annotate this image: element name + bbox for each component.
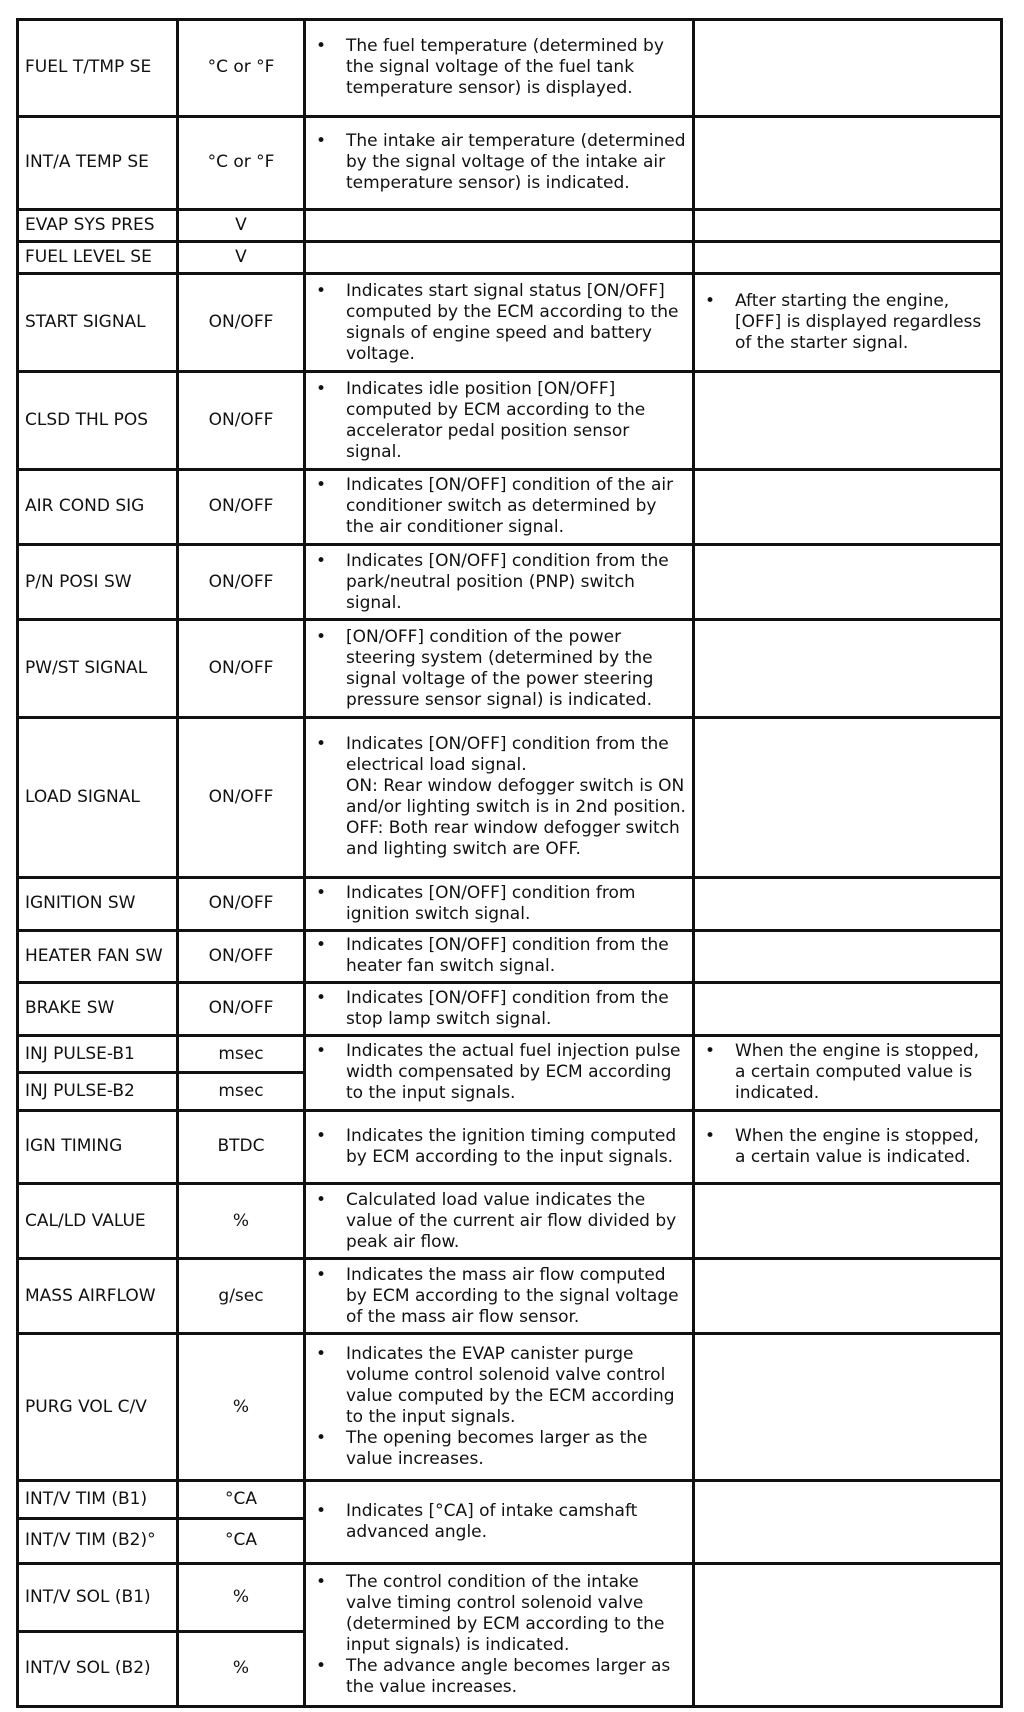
- table-row: [18, 274, 1002, 372]
- condition-list: [312, 883, 686, 925]
- condition-cell: [305, 545, 694, 620]
- condition-list-item: • Indicates [ON/OFF] condition from the stop lamp switch signal.: [312, 988, 686, 1030]
- condition-list: [312, 734, 686, 860]
- condition-list: [312, 1190, 686, 1253]
- monitor-item-unit: msec: [178, 1073, 305, 1111]
- condition-list-item: • Indicates [ON/OFF] condition from the electrical load signal. ON: Rear window defogger switch is ON and/or lighting switch is in 2nd position. OFF: Both rear window defogger switch and lighting switch are OFF.: [312, 734, 686, 860]
- table-row: [18, 242, 1002, 274]
- table-row: [18, 545, 1002, 620]
- monitor-item-name: INJ PULSE-B2: [18, 1073, 178, 1111]
- condition-list-item: • [ON/OFF] condition of the power steering system (determined by the signal voltage of the power steering pressure sensor signal) is indicated.: [312, 627, 686, 711]
- remarks-cell: [694, 242, 1002, 274]
- monitor-item-name: INT/V TIM (B1): [18, 1481, 178, 1519]
- table-row: [18, 877, 1002, 930]
- monitor-item-name: AIR COND SIG: [18, 469, 178, 544]
- condition-cell: [305, 1110, 694, 1183]
- monitor-item-unit: °CA: [178, 1481, 305, 1519]
- monitor-item-unit: °C or °F: [178, 20, 305, 117]
- remarks-list-item: • When the engine is stopped, a certain value is indicated.: [701, 1126, 994, 1168]
- monitor-item-name: EVAP SYS PRES: [18, 210, 178, 242]
- remarks-list: [701, 1126, 994, 1168]
- condition-list: [312, 1344, 686, 1470]
- table-row: [18, 1259, 1002, 1334]
- condition-list: [312, 1265, 686, 1328]
- table-row: [18, 1183, 1002, 1258]
- condition-list: [312, 1041, 686, 1104]
- monitor-item-unit: %: [178, 1631, 305, 1706]
- remarks-list-item: • When the engine is stopped, a certain computed value is indicated.: [701, 1041, 994, 1104]
- remarks-cell: [694, 620, 1002, 718]
- table-row: [18, 210, 1002, 242]
- condition-list-item: • The opening becomes larger as the value increases.: [312, 1428, 686, 1470]
- condition-list: [312, 131, 686, 194]
- monitor-item-name: P/N POSI SW: [18, 545, 178, 620]
- monitor-item-name: FUEL LEVEL SE: [18, 242, 178, 274]
- remarks-cell: [694, 1564, 1002, 1707]
- table-row: [18, 620, 1002, 718]
- condition-cell: [305, 983, 694, 1036]
- condition-list-item: • Indicates [°CA] of intake camshaft advanced angle.: [312, 1501, 686, 1543]
- condition-cell: [305, 930, 694, 983]
- remarks-cell: [694, 210, 1002, 242]
- monitor-item-name: INT/V TIM (B2)°: [18, 1518, 178, 1563]
- condition-list-item: • Indicates the ignition timing computed by ECM according to the input signals.: [312, 1126, 686, 1168]
- monitor-item-unit: V: [178, 242, 305, 274]
- table-row: [18, 116, 1002, 209]
- remarks-list: [701, 1041, 994, 1104]
- condition-list-item: • Indicates [ON/OFF] condition of the air conditioner switch as determined by the air conditioner signal.: [312, 475, 686, 538]
- monitor-item-unit: °CA: [178, 1518, 305, 1563]
- remarks-list-item: • After starting the engine, [OFF] is displayed regardless of the starter signal.: [701, 291, 994, 354]
- monitor-item-name: LOAD SIGNAL: [18, 717, 178, 877]
- table-row: [18, 20, 1002, 117]
- monitor-item-unit: ON/OFF: [178, 620, 305, 718]
- monitor-item-name: HEATER FAN SW: [18, 930, 178, 983]
- condition-list-item: • The advance angle becomes larger as the value increases.: [312, 1656, 686, 1698]
- condition-cell: [305, 620, 694, 718]
- condition-list-item: • Indicates the mass air flow computed by ECM according to the signal voltage of the mass air flow sensor.: [312, 1265, 686, 1328]
- condition-list-item: • Indicates the actual fuel injection pulse width compensated by ECM according to the input signals.: [312, 1041, 686, 1104]
- monitor-item-unit: ON/OFF: [178, 930, 305, 983]
- monitor-item-name: INT/V SOL (B1): [18, 1564, 178, 1632]
- remarks-cell: [694, 1334, 1002, 1481]
- monitor-item-name: FUEL T/TMP SE: [18, 20, 178, 117]
- condition-list-item: • Calculated load value indicates the value of the current air flow divided by peak air flow.: [312, 1190, 686, 1253]
- remarks-cell: [694, 1259, 1002, 1334]
- spec-table: [16, 18, 1003, 1708]
- condition-list-item: • Indicates [ON/OFF] condition from ignition switch signal.: [312, 883, 686, 925]
- monitor-item-unit: ON/OFF: [178, 983, 305, 1036]
- table-row: [18, 1564, 1002, 1632]
- remarks-cell: [694, 1035, 1002, 1110]
- table-row: [18, 469, 1002, 544]
- monitor-item-name: IGN TIMING: [18, 1110, 178, 1183]
- remarks-cell: [694, 1110, 1002, 1183]
- monitor-item-name: INT/A TEMP SE: [18, 116, 178, 209]
- monitor-item-unit: ON/OFF: [178, 877, 305, 930]
- remarks-cell: [694, 274, 1002, 372]
- remarks-cell: [694, 983, 1002, 1036]
- remarks-cell: [694, 877, 1002, 930]
- monitor-item-name: INJ PULSE-B1: [18, 1035, 178, 1073]
- remarks-cell: [694, 545, 1002, 620]
- condition-cell: [305, 1035, 694, 1110]
- monitor-item-unit: %: [178, 1334, 305, 1481]
- condition-cell: [305, 20, 694, 117]
- condition-cell: [305, 210, 694, 242]
- table-row: [18, 1035, 1002, 1073]
- remarks-cell: [694, 930, 1002, 983]
- condition-list: [312, 935, 686, 977]
- monitor-item-name: PURG VOL C/V: [18, 1334, 178, 1481]
- monitor-item-unit: g/sec: [178, 1259, 305, 1334]
- table-row: [18, 717, 1002, 877]
- monitor-item-unit: %: [178, 1564, 305, 1632]
- condition-list: [312, 1501, 686, 1543]
- table-row: [18, 930, 1002, 983]
- remarks-list: [701, 291, 994, 354]
- monitor-item-unit: V: [178, 210, 305, 242]
- condition-cell: [305, 116, 694, 209]
- remarks-cell: [694, 469, 1002, 544]
- monitor-item-unit: BTDC: [178, 1110, 305, 1183]
- condition-list: [312, 475, 686, 538]
- table-row: [18, 1481, 1002, 1519]
- monitor-item-unit: ON/OFF: [178, 717, 305, 877]
- condition-cell: [305, 469, 694, 544]
- condition-list-item: • The fuel temperature (determined by the signal voltage of the fuel tank temperature sensor) is displayed.: [312, 36, 686, 99]
- monitor-item-unit: msec: [178, 1035, 305, 1073]
- monitor-item-name: START SIGNAL: [18, 274, 178, 372]
- remarks-cell: [694, 717, 1002, 877]
- condition-list: [312, 627, 686, 711]
- condition-list-item: • Indicates the EVAP canister purge volume control solenoid valve control value computed by the ECM according to the input signals.: [312, 1344, 686, 1428]
- monitor-item-name: PW/ST SIGNAL: [18, 620, 178, 718]
- table-row: [18, 1110, 1002, 1183]
- condition-list: [312, 379, 686, 463]
- condition-cell: [305, 1334, 694, 1481]
- remarks-cell: [694, 1183, 1002, 1258]
- monitor-item-name: INT/V SOL (B2): [18, 1631, 178, 1706]
- condition-list-item: • Indicates start signal status [ON/OFF] computed by the ECM according to the signals of engine speed and battery voltage.: [312, 281, 686, 365]
- remarks-cell: [694, 372, 1002, 470]
- remarks-cell: [694, 1481, 1002, 1564]
- condition-list: [312, 551, 686, 614]
- condition-list: [312, 281, 686, 365]
- condition-list-item: • The control condition of the intake valve timing control solenoid valve (determined by ECM according to the input signals) is indicated.: [312, 1572, 686, 1656]
- monitor-item-unit: ON/OFF: [178, 469, 305, 544]
- monitor-item-unit: %: [178, 1183, 305, 1258]
- condition-list: [312, 1126, 686, 1168]
- table-row: [18, 1334, 1002, 1481]
- monitor-item-unit: °C or °F: [178, 116, 305, 209]
- monitor-item-name: MASS AIRFLOW: [18, 1259, 178, 1334]
- condition-cell: [305, 1564, 694, 1707]
- monitor-item-unit: ON/OFF: [178, 545, 305, 620]
- remarks-cell: [694, 116, 1002, 209]
- condition-cell: [305, 1183, 694, 1258]
- condition-list-item: • Indicates [ON/OFF] condition from the park/neutral position (PNP) switch signal.: [312, 551, 686, 614]
- condition-list-item: • The intake air temperature (determined by the signal voltage of the intake air temperature sensor) is indicated.: [312, 131, 686, 194]
- monitor-item-name: CLSD THL POS: [18, 372, 178, 470]
- condition-list: [312, 1572, 686, 1698]
- condition-list-item: • Indicates [ON/OFF] condition from the heater fan switch signal.: [312, 935, 686, 977]
- condition-list-item: • Indicates idle position [ON/OFF] computed by ECM according to the accelerator pedal position sensor signal.: [312, 379, 686, 463]
- monitor-item-unit: ON/OFF: [178, 274, 305, 372]
- table-row: [18, 372, 1002, 470]
- condition-cell: [305, 372, 694, 470]
- remarks-cell: [694, 20, 1002, 117]
- monitor-item-name: IGNITION SW: [18, 877, 178, 930]
- table-row: [18, 983, 1002, 1036]
- monitor-item-name: BRAKE SW: [18, 983, 178, 1036]
- monitor-item-name: CAL/LD VALUE: [18, 1183, 178, 1258]
- monitor-item-unit: ON/OFF: [178, 372, 305, 470]
- condition-cell: [305, 242, 694, 274]
- condition-list: [312, 36, 686, 99]
- condition-cell: [305, 1259, 694, 1334]
- condition-cell: [305, 274, 694, 372]
- condition-cell: [305, 1481, 694, 1564]
- condition-cell: [305, 877, 694, 930]
- condition-cell: [305, 717, 694, 877]
- condition-list: [312, 988, 686, 1030]
